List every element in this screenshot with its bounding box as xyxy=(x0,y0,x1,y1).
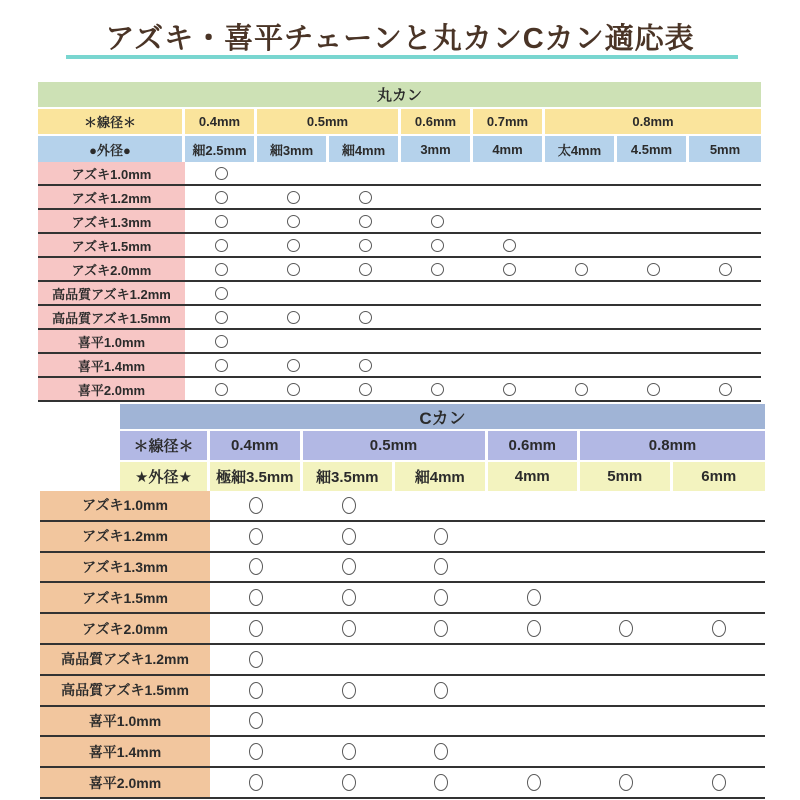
mark-cell xyxy=(473,234,545,256)
compatibility-circle-icon xyxy=(647,383,660,396)
mark-cell xyxy=(488,676,581,705)
compatibility-circle-icon xyxy=(249,651,263,668)
mark-cell xyxy=(185,258,257,280)
table-row xyxy=(38,210,761,234)
mark-cell xyxy=(185,354,257,376)
mark-cell xyxy=(329,282,401,304)
chain-row-label: 喜平1.0mm xyxy=(40,707,210,736)
chain-row-label: アズキ1.3mm xyxy=(40,553,210,582)
mark-cell xyxy=(401,354,473,376)
mark-cell xyxy=(488,614,581,643)
mark-cell xyxy=(303,768,396,797)
compatibility-circle-icon xyxy=(434,528,448,545)
mark-cell xyxy=(185,234,257,256)
table-row xyxy=(120,431,765,460)
mark-cell xyxy=(673,737,766,766)
compatibility-circle-icon xyxy=(712,774,726,791)
wire-size-header: 0.5mm xyxy=(303,431,488,460)
table-row xyxy=(40,737,765,768)
mark-cell xyxy=(401,186,473,208)
compatibility-circle-icon xyxy=(249,589,263,606)
compatibility-circle-icon xyxy=(342,589,356,606)
table-row xyxy=(40,614,765,645)
outer-size-header: 細3.5mm xyxy=(303,462,396,491)
chain-row-label: 喜平2.0mm xyxy=(40,768,210,797)
chain-row-label: 高品質アズキ1.2mm xyxy=(40,645,210,674)
mark-cell xyxy=(689,234,761,256)
mark-cell xyxy=(617,234,689,256)
compatibility-circle-icon xyxy=(431,239,444,252)
mark-cell xyxy=(545,162,617,184)
outer-size-header: 3mm xyxy=(401,136,473,162)
table-row xyxy=(40,768,765,799)
table-row xyxy=(40,676,765,707)
mark-cell xyxy=(617,354,689,376)
mark-cell xyxy=(257,234,329,256)
compatibility-circle-icon xyxy=(342,774,356,791)
compatibility-circle-icon xyxy=(575,383,588,396)
mark-cell xyxy=(257,282,329,304)
wire-size-header: 0.4mm xyxy=(185,109,257,134)
compatibility-circle-icon xyxy=(712,620,726,637)
mark-cell xyxy=(401,234,473,256)
table-name-header: Cカン xyxy=(120,404,765,429)
compatibility-circle-icon xyxy=(215,215,228,228)
maru-kan-compatibility-table xyxy=(38,82,761,402)
compatibility-circle-icon xyxy=(619,774,633,791)
compatibility-circle-icon xyxy=(287,215,300,228)
chain-row-label: アズキ1.0mm xyxy=(40,491,210,520)
mark-cell xyxy=(257,306,329,328)
compatibility-circle-icon xyxy=(527,774,541,791)
mark-cell xyxy=(689,162,761,184)
compatibility-circle-icon xyxy=(287,239,300,252)
mark-cell xyxy=(185,186,257,208)
mark-cell xyxy=(210,491,303,520)
mark-cell xyxy=(488,583,581,612)
mark-cell xyxy=(395,522,488,551)
compatibility-circle-icon xyxy=(249,682,263,699)
mark-cell xyxy=(257,162,329,184)
mark-cell xyxy=(617,162,689,184)
mark-cell xyxy=(545,258,617,280)
table-row xyxy=(38,234,761,258)
mark-cell xyxy=(329,378,401,400)
mark-cell xyxy=(673,645,766,674)
mark-cell xyxy=(210,583,303,612)
mark-cell xyxy=(401,162,473,184)
mark-cell xyxy=(473,282,545,304)
mark-cell xyxy=(473,354,545,376)
mark-cell xyxy=(473,378,545,400)
compatibility-circle-icon xyxy=(527,589,541,606)
compatibility-circle-icon xyxy=(215,167,228,180)
mark-cell xyxy=(395,553,488,582)
mark-cell xyxy=(673,676,766,705)
chain-row-label: アズキ1.2mm xyxy=(40,522,210,551)
compatibility-circle-icon xyxy=(527,620,541,637)
mark-cell xyxy=(689,354,761,376)
compatibility-circle-icon xyxy=(342,528,356,545)
chain-row-label: アズキ2.0mm xyxy=(40,614,210,643)
wire-diameter-label: ＊線径＊ xyxy=(38,109,185,134)
mark-cell xyxy=(545,282,617,304)
outer-size-header: 細4mm xyxy=(329,136,401,162)
mark-cell xyxy=(617,378,689,400)
mark-cell xyxy=(673,583,766,612)
table-row xyxy=(38,258,761,282)
mark-cell xyxy=(488,645,581,674)
wire-size-header: 0.7mm xyxy=(473,109,545,134)
table-row xyxy=(40,645,765,676)
mark-cell xyxy=(580,522,673,551)
mark-cell xyxy=(185,282,257,304)
mark-cell xyxy=(303,583,396,612)
mark-cell xyxy=(689,378,761,400)
table-row xyxy=(40,491,765,522)
outer-diameter-label: ★外径★ xyxy=(120,462,210,491)
compatibility-circle-icon xyxy=(215,383,228,396)
mark-cell xyxy=(617,186,689,208)
compatibility-circle-icon xyxy=(249,774,263,791)
mark-cell xyxy=(580,614,673,643)
compatibility-circle-icon xyxy=(434,743,448,760)
mark-cell xyxy=(395,707,488,736)
outer-size-header: 4mm xyxy=(488,462,581,491)
table-row xyxy=(38,354,761,378)
mark-cell xyxy=(580,491,673,520)
compatibility-circle-icon xyxy=(342,558,356,575)
mark-cell xyxy=(257,186,329,208)
table-row xyxy=(40,522,765,553)
compatibility-circle-icon xyxy=(647,263,660,276)
table-row xyxy=(38,136,761,162)
mark-cell xyxy=(185,306,257,328)
compatibility-circle-icon xyxy=(287,311,300,324)
compatibility-circle-icon xyxy=(431,263,444,276)
mark-cell xyxy=(545,330,617,352)
mark-cell xyxy=(617,330,689,352)
mark-cell xyxy=(689,186,761,208)
compatibility-circle-icon xyxy=(215,191,228,204)
mark-cell xyxy=(395,583,488,612)
mark-cell xyxy=(303,491,396,520)
compatibility-circle-icon xyxy=(249,497,263,514)
mark-cell xyxy=(257,330,329,352)
mark-cell xyxy=(580,768,673,797)
wire-size-header: 0.8mm xyxy=(545,109,761,134)
table-row xyxy=(38,82,761,107)
mark-cell xyxy=(580,553,673,582)
mark-cell xyxy=(329,258,401,280)
mark-cell xyxy=(257,210,329,232)
wire-size-header: 0.6mm xyxy=(401,109,473,134)
mark-cell xyxy=(617,306,689,328)
title-underline xyxy=(66,55,738,59)
outer-diameter-label: ●外径● xyxy=(38,136,185,162)
compatibility-circle-icon xyxy=(359,215,372,228)
mark-cell xyxy=(545,186,617,208)
mark-cell xyxy=(395,645,488,674)
mark-cell xyxy=(210,676,303,705)
table-row xyxy=(120,462,765,491)
compatibility-circle-icon xyxy=(215,263,228,276)
chain-row-label: 高品質アズキ1.5mm xyxy=(40,676,210,705)
mark-cell xyxy=(303,707,396,736)
compatibility-circle-icon xyxy=(434,682,448,699)
mark-cell xyxy=(329,162,401,184)
mark-cell xyxy=(329,306,401,328)
compatibility-circle-icon xyxy=(359,383,372,396)
mark-cell xyxy=(689,210,761,232)
compatibility-circle-icon xyxy=(249,743,263,760)
mark-cell xyxy=(545,210,617,232)
mark-cell xyxy=(673,768,766,797)
mark-cell xyxy=(689,282,761,304)
mark-cell xyxy=(617,258,689,280)
mark-cell xyxy=(210,768,303,797)
compatibility-circle-icon xyxy=(287,263,300,276)
compatibility-circle-icon xyxy=(215,311,228,324)
compatibility-circle-icon xyxy=(342,620,356,637)
compatibility-circle-icon xyxy=(719,383,732,396)
mark-cell xyxy=(257,354,329,376)
mark-cell xyxy=(303,522,396,551)
chain-row-label: アズキ2.0mm xyxy=(38,258,185,280)
compatibility-circle-icon xyxy=(719,263,732,276)
mark-cell xyxy=(488,737,581,766)
mark-cell xyxy=(395,768,488,797)
wire-size-header: 0.5mm xyxy=(257,109,401,134)
mark-cell xyxy=(210,645,303,674)
mark-cell xyxy=(210,707,303,736)
compatibility-circle-icon xyxy=(359,263,372,276)
mark-cell xyxy=(488,522,581,551)
mark-cell xyxy=(580,737,673,766)
wire-size-header: 0.6mm xyxy=(488,431,581,460)
mark-cell xyxy=(329,186,401,208)
mark-cell xyxy=(580,583,673,612)
compatibility-circle-icon xyxy=(249,528,263,545)
mark-cell xyxy=(673,707,766,736)
mark-cell xyxy=(303,614,396,643)
mark-cell xyxy=(545,306,617,328)
chain-row-label: アズキ1.5mm xyxy=(38,234,185,256)
compatibility-circle-icon xyxy=(503,263,516,276)
outer-size-header: 細4mm xyxy=(395,462,488,491)
mark-cell xyxy=(401,210,473,232)
table-row xyxy=(40,583,765,614)
wire-diameter-label: ＊線径＊ xyxy=(120,431,210,460)
compatibility-circle-icon xyxy=(287,359,300,372)
mark-cell xyxy=(401,378,473,400)
mark-cell xyxy=(185,378,257,400)
compatibility-circle-icon xyxy=(215,239,228,252)
mark-cell xyxy=(673,522,766,551)
mark-cell xyxy=(473,186,545,208)
outer-size-header: 極細3.5mm xyxy=(210,462,303,491)
mark-cell xyxy=(488,768,581,797)
mark-cell xyxy=(401,330,473,352)
compatibility-circle-icon xyxy=(215,335,228,348)
compatibility-circle-icon xyxy=(249,712,263,729)
mark-cell xyxy=(185,162,257,184)
mark-cell xyxy=(689,330,761,352)
table-row xyxy=(38,186,761,210)
mark-cell xyxy=(689,258,761,280)
chain-row-label: 喜平1.4mm xyxy=(38,354,185,376)
mark-cell xyxy=(545,234,617,256)
chain-row-label: 高品質アズキ1.5mm xyxy=(38,306,185,328)
chain-row-label: アズキ1.2mm xyxy=(38,186,185,208)
mark-cell xyxy=(303,553,396,582)
compatibility-circle-icon xyxy=(215,287,228,300)
mark-cell xyxy=(473,258,545,280)
table-row xyxy=(38,109,761,134)
mark-cell xyxy=(545,354,617,376)
compatibility-circle-icon xyxy=(342,497,356,514)
wire-size-header: 0.8mm xyxy=(580,431,765,460)
mark-cell xyxy=(488,707,581,736)
compatibility-circle-icon xyxy=(249,558,263,575)
compatibility-circle-icon xyxy=(503,239,516,252)
table-row xyxy=(40,553,765,584)
compatibility-circle-icon xyxy=(431,215,444,228)
mark-cell xyxy=(488,553,581,582)
mark-cell xyxy=(185,330,257,352)
mark-cell xyxy=(473,306,545,328)
chain-row-label: 高品質アズキ1.2mm xyxy=(38,282,185,304)
outer-size-header: 5mm xyxy=(689,136,761,162)
mark-cell xyxy=(329,210,401,232)
mark-cell xyxy=(545,378,617,400)
mark-cell xyxy=(689,306,761,328)
compatibility-circle-icon xyxy=(359,191,372,204)
outer-size-header: 4mm xyxy=(473,136,545,162)
chain-row-label: 喜平2.0mm xyxy=(38,378,185,400)
mark-cell xyxy=(257,378,329,400)
mark-cell xyxy=(210,522,303,551)
mark-cell xyxy=(673,491,766,520)
compatibility-circle-icon xyxy=(287,191,300,204)
outer-size-header: 太4mm xyxy=(545,136,617,162)
chain-row-label: アズキ1.5mm xyxy=(40,583,210,612)
mark-cell xyxy=(257,258,329,280)
table-row xyxy=(38,330,761,354)
outer-size-header: 6mm xyxy=(673,462,766,491)
outer-size-header: 細2.5mm xyxy=(185,136,257,162)
compatibility-circle-icon xyxy=(575,263,588,276)
page-title: アズキ・喜平チェーンと丸カンCカン適応表 xyxy=(105,23,695,55)
mark-cell xyxy=(329,354,401,376)
outer-size-header: 細3mm xyxy=(257,136,329,162)
compatibility-circle-icon xyxy=(434,589,448,606)
mark-cell xyxy=(580,676,673,705)
mark-cell xyxy=(395,737,488,766)
mark-cell xyxy=(580,707,673,736)
chain-row-label: アズキ1.3mm xyxy=(38,210,185,232)
mark-cell xyxy=(210,737,303,766)
mark-cell xyxy=(617,282,689,304)
mark-cell xyxy=(617,210,689,232)
table-row xyxy=(38,306,761,330)
compatibility-circle-icon xyxy=(287,383,300,396)
table-row xyxy=(38,162,761,186)
mark-cell xyxy=(673,614,766,643)
mark-cell xyxy=(395,614,488,643)
table-row xyxy=(120,404,765,429)
chain-row-label: 喜平1.0mm xyxy=(38,330,185,352)
c-kan-compatibility-table xyxy=(40,404,765,799)
mark-cell xyxy=(303,737,396,766)
wire-size-header: 0.4mm xyxy=(210,431,303,460)
mark-cell xyxy=(401,258,473,280)
compatibility-circle-icon xyxy=(342,743,356,760)
mark-cell xyxy=(185,210,257,232)
table-row xyxy=(38,282,761,306)
outer-size-header: 5mm xyxy=(580,462,673,491)
chain-row-label: アズキ1.0mm xyxy=(38,162,185,184)
compatibility-circle-icon xyxy=(431,383,444,396)
mark-cell xyxy=(473,210,545,232)
mark-cell xyxy=(473,162,545,184)
mark-cell xyxy=(329,234,401,256)
compatibility-circle-icon xyxy=(342,682,356,699)
outer-size-header: 4.5mm xyxy=(617,136,689,162)
mark-cell xyxy=(401,282,473,304)
mark-cell xyxy=(303,645,396,674)
mark-cell xyxy=(303,676,396,705)
mark-cell xyxy=(580,645,673,674)
mark-cell xyxy=(329,330,401,352)
mark-cell xyxy=(673,553,766,582)
table-name-header: 丸カン xyxy=(38,82,761,107)
mark-cell xyxy=(210,614,303,643)
mark-cell xyxy=(488,491,581,520)
compatibility-circle-icon xyxy=(434,774,448,791)
mark-cell xyxy=(395,491,488,520)
compatibility-circle-icon xyxy=(359,359,372,372)
mark-cell xyxy=(210,553,303,582)
table-row xyxy=(40,707,765,738)
table-row xyxy=(38,378,761,402)
mark-cell xyxy=(401,306,473,328)
mark-cell xyxy=(395,676,488,705)
compatibility-circle-icon xyxy=(359,311,372,324)
compatibility-circle-icon xyxy=(434,620,448,637)
compatibility-circle-icon xyxy=(434,558,448,575)
compatibility-circle-icon xyxy=(249,620,263,637)
compatibility-circle-icon xyxy=(619,620,633,637)
compatibility-circle-icon xyxy=(359,239,372,252)
compatibility-circle-icon xyxy=(503,383,516,396)
chain-row-label: 喜平1.4mm xyxy=(40,737,210,766)
compatibility-circle-icon xyxy=(215,359,228,372)
mark-cell xyxy=(473,330,545,352)
